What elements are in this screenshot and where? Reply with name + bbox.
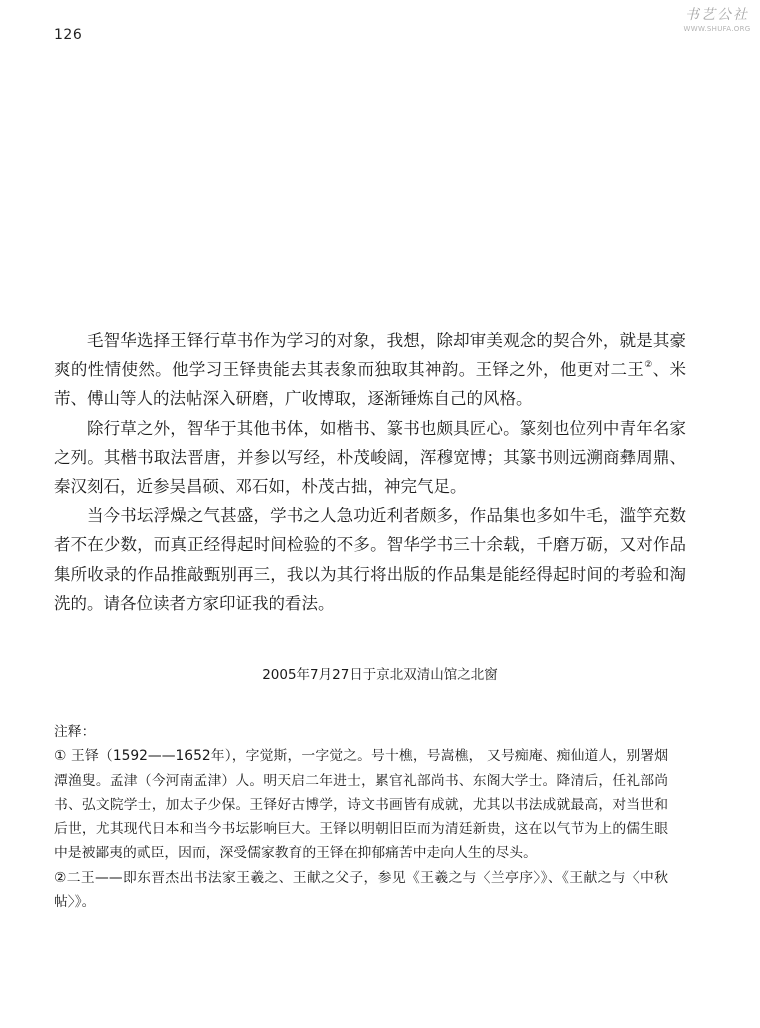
paragraph-text: 毛智华选择王铎行草书作为学习的对象，我想，除却审美观念的契合外，就是其豪爽的性情使然。他学习王铎贵能去其表象而独取其神韵。王铎之外，他更对二王 xyxy=(54,331,686,380)
paragraph-text: 、米芾、傅山等人的法帖深入研磨，广收博取，逐渐锤炼自己的风格。 xyxy=(54,360,687,409)
paragraph xyxy=(54,326,686,414)
date-signature: 2005年7月27日于京北双清山馆之北窗 xyxy=(262,667,498,683)
watermark-url: WWW.SHUFA.ORG xyxy=(683,25,751,33)
watermark-logo xyxy=(678,6,756,44)
notes-section xyxy=(54,720,668,914)
article-body xyxy=(54,326,686,618)
paragraph: 当今书坛浮燥之气甚盛，学书之人急功近利者颇多，作品集也多如牛毛，滥竽充数者不在少数，而真正经得起时间检验的不多。智华学书三十余载，千磨万砺，又对作品集所收录的作品推敲甄别再三，我以为其行将出版的作品集是能经得起时间的考验和淘洗的。请各位读者方家印证我的看法。 xyxy=(54,506,686,613)
note-item: ②二王——即东晋杰出书法家王羲之、王献之父子，参见《王羲之与〈兰亭序〉》、《王献之与〈中秋帖〉》。 xyxy=(54,869,668,911)
footnote-marker: ② xyxy=(644,360,653,371)
paragraph: 除行草之外，智华于其他书体，如楷书、篆书也颇具匠心。篆刻也位列中青年名家之列。其楷书取法晋唐，并参以写经，朴茂峻阔，浑穆宽博；其篆书则远溯商彝周鼎、秦汉刻石，近参吴昌硕、邓石如，朴茂古拙，神完气足。 xyxy=(54,418,686,497)
watermark-calligraphy: 书艺公社 xyxy=(685,7,749,23)
page-number: 126 xyxy=(54,27,83,43)
notes-heading: 注释： xyxy=(54,724,96,740)
note-item: ① 王铎（1592——1652年），字觉斯，一字觉之。号十樵，号嵩樵， 又号痴庵、痴仙道人，别署烟潭渔叟。孟津（今河南孟津）人。明天启二年进士，累官礼部尚书、东阁大学士。降清后，任礼部尚书、弘文院学士，加太子少保。王铎好古博学，诗文书画皆有成就，尤其以书法成就最高，对当世和后世，尤其现代日本和当今书坛影响巨大。王铎以明朝旧臣而为清廷新贵，这在以气节为上的儒生眼中是被鄙夷的贰臣，因而，深受儒家教育的王铎在抑郁痛苦中走向人生的尽头。 xyxy=(54,748,668,862)
